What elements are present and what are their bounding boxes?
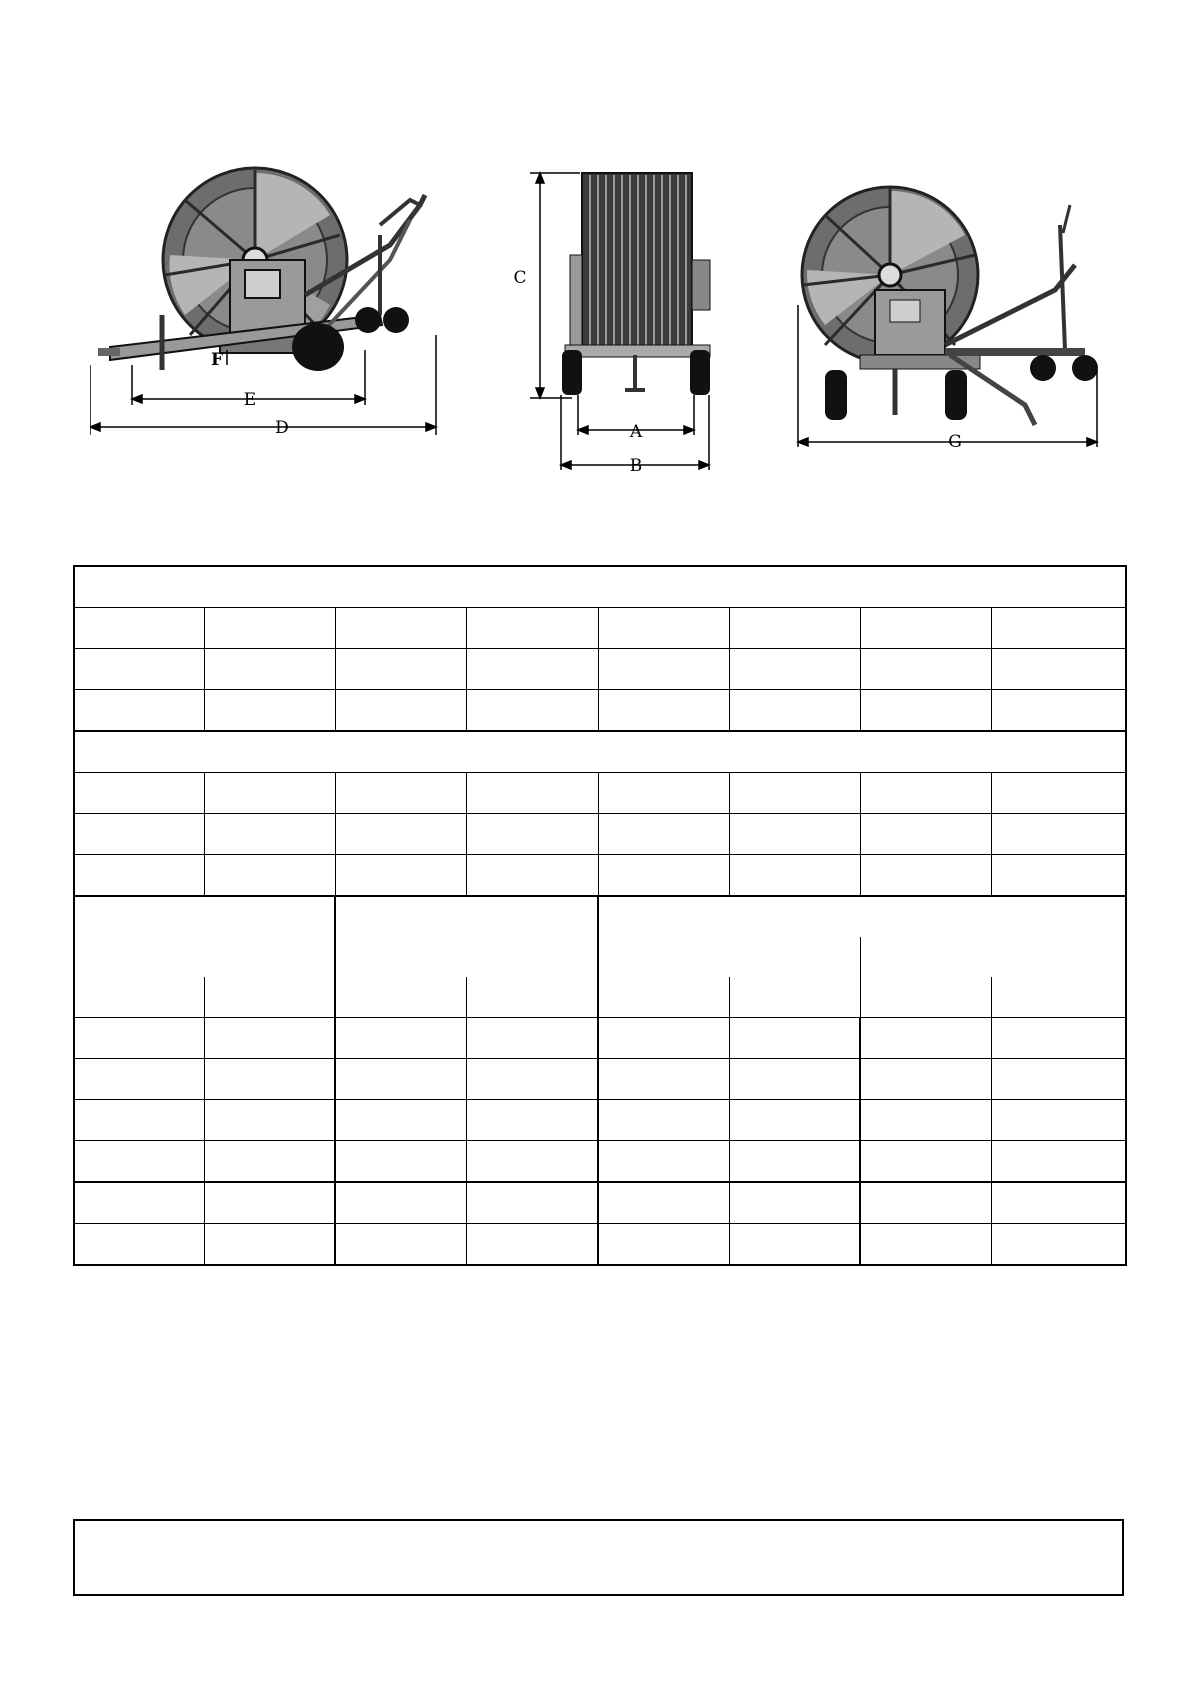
table-cell <box>335 649 466 690</box>
section-3-subgroup-cell <box>335 937 598 977</box>
table-cell <box>204 649 335 690</box>
table-cell <box>729 690 860 732</box>
section-3-subgroup-row <box>74 937 1126 977</box>
section-3-group-2-cell <box>335 896 598 937</box>
section-3-column-cell <box>991 977 1126 1018</box>
table-cell <box>335 1100 466 1141</box>
table-cell <box>335 1141 466 1183</box>
table-cell <box>335 1182 466 1224</box>
table-cell <box>335 814 466 855</box>
table-cell <box>204 1018 335 1059</box>
table-cell <box>335 690 466 732</box>
section-2-row-label-cell <box>74 773 204 814</box>
table-cell <box>860 855 991 897</box>
section-3-group-4-cell <box>860 896 1126 937</box>
side-view-figure <box>90 165 460 475</box>
section-2-column-cell <box>466 773 598 814</box>
section-1-column-cell <box>729 608 860 649</box>
section-3-data-row <box>74 1182 1126 1224</box>
table-cell <box>860 1100 991 1141</box>
section-1-header-row <box>74 566 1126 608</box>
section-1-column-cell <box>466 608 598 649</box>
section-2-column-cell <box>991 773 1126 814</box>
spec-table <box>73 565 1127 1266</box>
table-cell <box>729 1018 860 1059</box>
table-cell <box>335 1018 466 1059</box>
section-3-data-row <box>74 1059 1126 1100</box>
table-cell <box>598 855 729 897</box>
table-cell <box>598 1182 729 1224</box>
table-cell <box>991 1100 1126 1141</box>
section-1-column-cell <box>598 608 729 649</box>
table-cell <box>204 1182 335 1224</box>
table-cell <box>860 649 991 690</box>
table-cell <box>860 1224 991 1266</box>
section-3-group-1-cell <box>74 896 335 937</box>
table-cell <box>466 1018 598 1059</box>
section-2-column-cell <box>860 773 991 814</box>
table-cell <box>991 649 1126 690</box>
table-cell <box>204 1224 335 1266</box>
table-cell <box>74 1141 204 1183</box>
table-cell <box>991 1018 1126 1059</box>
section-3-column-cell <box>74 977 204 1018</box>
table-cell <box>598 690 729 732</box>
section-3-column-cell <box>860 977 991 1018</box>
section-2-title-cell <box>74 731 1126 773</box>
table-cell <box>860 814 991 855</box>
section-3-column-cell <box>598 977 729 1018</box>
section-3-column-row <box>74 977 1126 1018</box>
table-cell <box>729 1224 860 1266</box>
table-cell <box>74 1182 204 1224</box>
table-cell <box>74 1018 204 1059</box>
table-cell <box>598 1018 729 1059</box>
section-3-column-cell <box>466 977 598 1018</box>
table-cell <box>729 814 860 855</box>
dimension-label-b: B <box>629 456 643 475</box>
section-3-data-row <box>74 1100 1126 1141</box>
section-3-data-row <box>74 1141 1126 1183</box>
table-cell <box>204 1100 335 1141</box>
table-cell <box>466 1100 598 1141</box>
section-2-column-row <box>74 773 1126 814</box>
table-cell <box>466 1182 598 1224</box>
table-cell <box>598 649 729 690</box>
section-3-column-cell <box>729 977 860 1018</box>
table-cell <box>991 1059 1126 1100</box>
table-cell <box>991 1141 1126 1183</box>
section-3-subgroup-cell <box>860 937 1126 977</box>
table-cell <box>729 1100 860 1141</box>
table-cell <box>466 1224 598 1266</box>
table-cell <box>74 1100 204 1141</box>
table-cell <box>335 1059 466 1100</box>
table-cell <box>598 1100 729 1141</box>
table-cell <box>729 649 860 690</box>
table-cell <box>335 855 466 897</box>
section-2-column-cell <box>335 773 466 814</box>
hose-coil-stack <box>582 173 692 348</box>
section-2-header-row <box>74 731 1126 773</box>
section-3-subgroup-cell <box>598 937 860 977</box>
table-cell <box>466 1059 598 1100</box>
table-cell <box>74 649 204 690</box>
section-1-data-row <box>74 690 1126 732</box>
table-cell <box>991 1224 1126 1266</box>
table-cell <box>74 1224 204 1266</box>
section-3-subgroup-cell <box>74 937 335 977</box>
table-cell <box>860 690 991 732</box>
section-1-data-row <box>74 649 1126 690</box>
table-cell <box>729 1182 860 1224</box>
table-cell <box>729 1059 860 1100</box>
section-1-column-cell <box>860 608 991 649</box>
section-3-column-cell <box>204 977 335 1018</box>
dimension-label-e: E <box>243 390 257 410</box>
table-cell <box>729 1141 860 1183</box>
table-cell <box>991 1182 1126 1224</box>
table-cell <box>466 814 598 855</box>
section-3-group-3-cell <box>598 896 860 937</box>
section-1-column-cell <box>991 608 1126 649</box>
section-3-column-cell <box>335 977 466 1018</box>
table-cell <box>466 690 598 732</box>
transport-view-figure <box>795 185 1125 460</box>
table-cell <box>204 855 335 897</box>
table-cell <box>991 814 1126 855</box>
table-cell <box>860 1059 991 1100</box>
table-cell <box>204 1141 335 1183</box>
table-cell <box>598 1141 729 1183</box>
front-view-figure <box>510 165 725 475</box>
table-cell <box>466 649 598 690</box>
table-cell <box>204 690 335 732</box>
section-1-row-label-cell <box>74 608 204 649</box>
dimension-label-c: C <box>513 268 527 288</box>
table-cell <box>991 855 1126 897</box>
section-1-column-cell <box>335 608 466 649</box>
table-cell <box>204 814 335 855</box>
table-cell <box>74 1059 204 1100</box>
table-cell <box>335 1224 466 1266</box>
table-cell <box>598 814 729 855</box>
table-cell <box>204 1059 335 1100</box>
table-cell <box>74 855 204 897</box>
section-2-column-cell <box>204 773 335 814</box>
section-1-title-cell <box>74 566 1126 608</box>
table-cell <box>466 1141 598 1183</box>
table-cell <box>466 855 598 897</box>
section-3-data-row <box>74 1224 1126 1266</box>
section-1-column-cell <box>204 608 335 649</box>
dimension-label-d: D <box>275 418 289 438</box>
table-cell <box>991 690 1126 732</box>
table-cell <box>598 1224 729 1266</box>
table-cell <box>860 1018 991 1059</box>
dimension-label-a: A <box>629 422 643 442</box>
section-2-data-row <box>74 814 1126 855</box>
table-cell <box>74 814 204 855</box>
table-cell <box>729 855 860 897</box>
section-1-column-row <box>74 608 1126 649</box>
dimension-label-f: F <box>210 350 224 370</box>
table-cell <box>598 1059 729 1100</box>
dimension-label-g: G <box>948 432 962 452</box>
table-cell <box>860 1182 991 1224</box>
section-3-header-row <box>74 896 1126 937</box>
section-3-data-row <box>74 1018 1126 1059</box>
section-2-column-cell <box>598 773 729 814</box>
section-2-data-row <box>74 855 1126 897</box>
table-cell <box>860 1141 991 1183</box>
note-box <box>73 1519 1124 1596</box>
table-cell <box>74 690 204 732</box>
section-2-column-cell <box>729 773 860 814</box>
